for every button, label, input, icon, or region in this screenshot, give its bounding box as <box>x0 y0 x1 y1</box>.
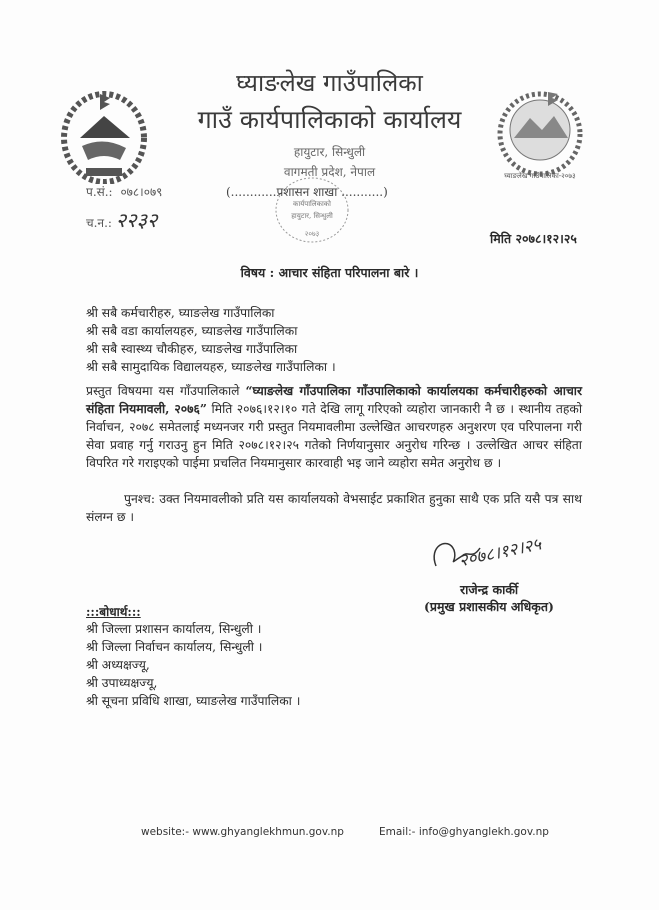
cc-item: श्री जिल्ला निर्वाचन कार्यालय, सिन्धुली । <box>86 640 263 654</box>
regulation-title: “घ्याङलेख गाँउपालिका गाँउपालिकाको कार्यालयका कर्मचारीहरुको आचार संहिता नियमावली, २०७६” <box>86 383 582 416</box>
addressee-item: श्री सबै स्वास्थ्य चौकीहरु, घ्याङलेख गाउँपालिका <box>86 342 298 356</box>
dispatch-number-value: २२३२ <box>115 208 158 232</box>
addressee-item: श्री सबै कर्मचारीहरु, घ्याङलेख गाउँपालिका <box>86 306 275 320</box>
cc-item: श्री सूचना प्रविधि शाखा, घ्याङलेख गाउँपालिका । <box>86 694 301 708</box>
signature-icon <box>428 536 488 576</box>
cc-item: श्री उपाध्यक्षज्यू, <box>86 676 158 690</box>
cc-item: श्री अध्यक्षज्यू, <box>86 658 150 672</box>
addressee-list <box>86 304 336 376</box>
letter-number-value: ०७८।०७९ <box>120 185 163 199</box>
letter-date <box>490 230 577 247</box>
address-line-2: वागमती प्रदेश, नेपाल <box>283 165 376 179</box>
cc-heading: :::बोधार्थ::: <box>86 605 141 619</box>
body-paragraph-1 <box>86 382 582 472</box>
letter-number <box>86 183 162 200</box>
email-label: Email:- <box>379 826 416 838</box>
body-paragraph-2: पुनश्च: उक्त नियमावलीको प्रति यस कार्यालयको वेभसाईट प्रकाशित हुनुका साथै एक प्रति यसै पत्र साथ संलग्न छ । <box>86 492 582 524</box>
addressee-item: श्री सबै वडा कार्यालयहरु, घ्याङलेख गाउँपालिका <box>86 324 298 338</box>
section-name: (............प्रशासन शाखा ...........) <box>226 185 388 199</box>
handwritten-signature-date: २०७८।१२।२५ <box>457 534 544 572</box>
office-title: गाउँ कार्यपालिकाको कार्यालय <box>197 105 462 134</box>
svg-text:२०७३: २०७३ <box>304 230 320 238</box>
footer-email <box>379 826 549 838</box>
dispatch-number <box>86 206 157 233</box>
date-label: मिति <box>490 231 512 246</box>
subject-line: विषय : आचार संहिता परिपालना बारे । <box>240 265 419 280</box>
letter-number-label: प.सं.: <box>86 185 113 199</box>
municipality-title: घ्याङलेख गाउँपालिका <box>236 69 423 97</box>
addressee-item: श्री सबै सामुदायिक विद्यालयहरु, घ्याङलेख गाउँपालिका । <box>86 360 336 374</box>
address-line-1: हायुटार, सिन्धुली <box>293 145 366 159</box>
signatory-name: राजेन्द्र कार्की <box>460 582 519 597</box>
footer-website <box>141 826 344 838</box>
cc-list <box>86 620 300 710</box>
website-label: website:- <box>141 826 190 838</box>
website-link[interactable]: www.ghyanglekhmun.gov.np <box>192 826 344 838</box>
email-address[interactable]: info@ghyanglekh.gov.np <box>418 826 549 838</box>
svg-text:हायुटार, सिन्धुली: हायुटार, सिन्धुली <box>291 212 333 220</box>
body-text: मिति २०७६।१२।१० गते देखि लागू गरिएको व्यहोरा जानकारी नै छ । स्थानीय तहको निर्वाचन, २०७८ समेतलाई मध्यनजर गरी प्रस्तुत नियमावलीमा उल्लेखित आचरणहरु अनुशरण एव परिपालना गरी सेवा प्रवाह गर्नु गराउनु हुन मिति २०७८।१२।२५ गतेको निर्णयानुसार अनुरोध गरिन्छ । उल्लेखित आचर संहिता विपरित गरे गराइएको पाईमा प्रचलित नियमानुसार कारवाही भइ जाने व्यहोरा समेत अनुरोध छ । <box>86 402 582 470</box>
dispatch-number-label: च.न.: <box>86 216 112 230</box>
municipality-logo-text: घ्याङलेख गाउँपालिका-२०७३ <box>504 172 576 180</box>
body-text: प्रस्तुत विषयमा यस गाँउपालिकाले <box>86 384 246 398</box>
cc-item: श्री जिल्ला प्रशासन कार्यालय, सिन्धुली । <box>86 622 262 636</box>
svg-text:कार्यपालिकाको: कार्यपालिकाको <box>293 200 331 208</box>
date-value: २०७८।१२।२५ <box>515 231 577 246</box>
signatory-designation: (प्रमुख प्रशासकीय अधिकृत) <box>424 599 554 614</box>
